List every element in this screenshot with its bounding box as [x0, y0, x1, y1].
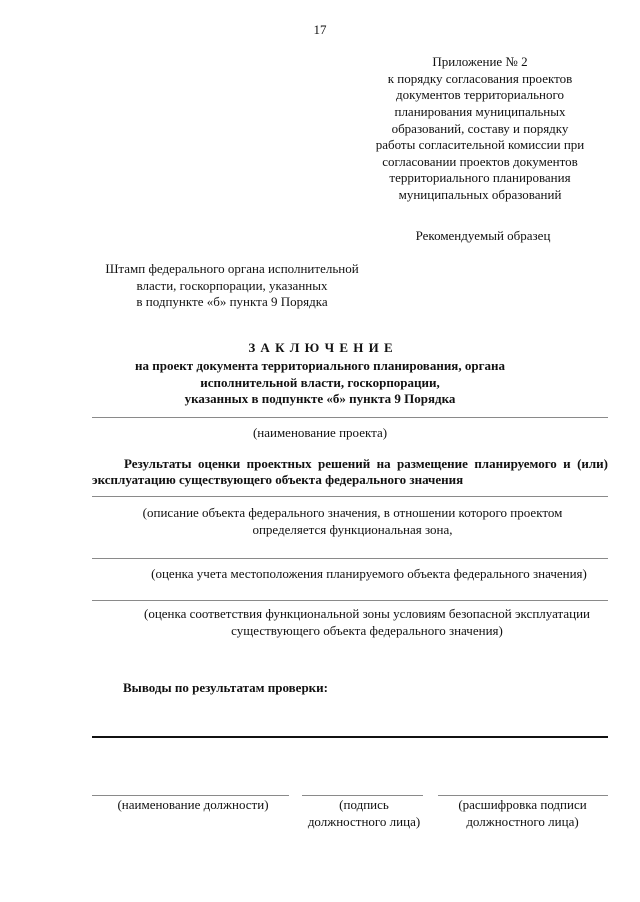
decryption-caption: (расшифровка подписи должностного лица) — [458, 797, 587, 829]
appendix-line: муниципальных образований — [398, 187, 562, 202]
document-subtitle — [112, 358, 528, 408]
appendix-line: работы согласительной комиссии при — [375, 137, 585, 153]
subtitle-line: исполнительной власти, госкорпорации, — [200, 374, 440, 390]
decryption-signature-line — [438, 795, 608, 796]
object-description-line — [92, 496, 608, 497]
sample-label: Рекомендуемый образец — [415, 228, 551, 243]
appendix-title: Приложение № 2 — [432, 54, 528, 69]
appendix-line: к порядку согласования проектов — [387, 70, 573, 86]
results-paragraph: Результаты оценки проектных решений на размещение планируемого и (или) эксплуатацию существующего объекта федерального значения — [92, 456, 608, 488]
appendix-line: планирования муниципальных — [394, 103, 566, 119]
appendix-line: территориального планирования — [389, 170, 571, 186]
project-name-line — [92, 417, 608, 418]
conclusions-label: Выводы по результатам проверки: — [123, 680, 328, 695]
position-signature-line — [92, 795, 289, 796]
position-caption: (наименование должности) — [117, 797, 269, 812]
project-name-caption: (наименование проекта) — [252, 425, 388, 440]
zone-assessment-line — [92, 600, 608, 601]
stamp-line: власти, госкорпорации, указанных — [136, 277, 328, 293]
appendix-block — [345, 54, 615, 204]
signature-line — [302, 795, 423, 796]
appendix-line: образований, составу и порядку — [391, 120, 569, 136]
subtitle-line: указанных в подпункте «б» пункта 9 Порядка — [184, 391, 456, 407]
document-title: З А К Л Ю Ч Е Н И Е — [248, 340, 394, 355]
conclusions-line — [92, 736, 608, 738]
stamp-line: Штамп федерального органа исполнительной — [105, 261, 359, 276]
signature-caption: (подпись должностного лица) — [307, 797, 421, 829]
location-assessment-caption: (оценка учета местоположения планируемого объекта федерального значения) — [151, 566, 587, 581]
object-description-caption: (описание объекта федерального значения, в отношении которого проектом определяется функциональная зона, — [142, 505, 563, 537]
zone-assessment-caption: (оценка соответствия функциональной зоны условиям безопасной эксплуатации существующего объекта федерального значения) — [143, 606, 591, 638]
location-assessment-line — [92, 558, 608, 559]
appendix-line: согласовании проектов документов — [382, 153, 578, 169]
appendix-line: документов территориального — [395, 87, 565, 103]
page-number: 17 — [313, 22, 327, 37]
stamp-block — [92, 261, 372, 311]
subtitle-line: на проект документа территориального планирования, органа — [135, 358, 505, 373]
stamp-line: в подпункте «б» пункта 9 Порядка — [136, 294, 328, 310]
